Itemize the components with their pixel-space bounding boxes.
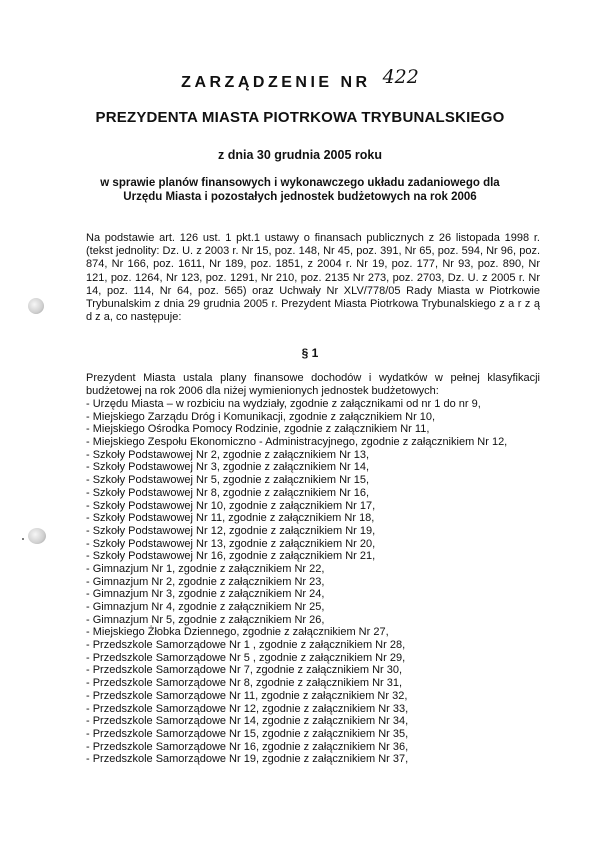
list-item: - Gimnazjum Nr 3, zgodnie z załącznikiem Nr 24, bbox=[86, 588, 325, 601]
section-text: Prezydent Miasta ustala plany finansowe dochodów i wydatków w pełnej klasyfikacji budżetowej na rok 2006 dla niżej wymienionych jednostek budżetowych: bbox=[86, 372, 540, 398]
list-item: - Przedszkole Samorządowe Nr 14, zgodnie z załącznikiem Nr 34, bbox=[86, 715, 409, 728]
issuer-heading: PREZYDENTA MIASTA PIOTRKOWA TRYBUNALSKIEGO bbox=[95, 109, 505, 126]
list-item: - Przedszkole Samorządowe Nr 1 , zgodnie z załącznikiem Nr 28, bbox=[86, 639, 406, 652]
subject-text: w sprawie planów finansowych i wykonawczego układu zadaniowego dla Urzędu Miasta i pozostałych jednostek budżetowych na rok 2006 bbox=[100, 177, 500, 203]
list-item: - Gimnazjum Nr 1, zgodnie z załącznikiem Nr 22, bbox=[86, 562, 325, 575]
list-item: - Gimnazjum Nr 4, zgodnie z załącznikiem Nr 25, bbox=[86, 601, 325, 613]
list-item: - Przedszkole Samorządowe Nr 11, zgodnie z załącznikiem Nr 32, bbox=[86, 689, 408, 702]
list-item: - Przedszkole Samorządowe Nr 15, zgodnie z załącznikiem Nr 35, bbox=[86, 727, 409, 740]
punch-hole bbox=[28, 298, 44, 314]
list-item: - Miejskiego Zespołu Ekonomiczno - Administracyjnego, zgodnie z załącznikiem Nr 12, bbox=[86, 436, 508, 449]
legal-basis-paragraph: Na podstawie art. 126 ust. 1 pkt.1 ustawy o finansach publicznych z 26 listopada 1998 r. (tekst jednolity: Dz. U. z 2003 r. Nr 15, poz. 148, Nr 45, poz. 391, Nr 65, poz. 594, Nr 96, poz. 874, Nr 166, poz. 1611, Nr 189, poz. 1851, z 2004 r. Nr 19, poz. 177, Nr 93, poz. 890, Nr 121, poz. 1264, Nr 123, poz. 1291, Nr 210, poz. 2135 Nr 273, poz. 2703, Dz. U. z 2005 r. Nr 14, poz. 114, Nr 64, poz. 565) oraz Uchwały Nr XLV/778/05 Rady Miasta w Piotrkowie Trybunalskim z dnia 29 grudnia 2005 r. Prezydent Miasta Piotrkowa Trybunalskiego z a r z ą d z a, co następuje: bbox=[86, 232, 540, 324]
list-item: - Szkoły Podstawowej Nr 3, zgodnie z załącznikiem Nr 14, bbox=[86, 461, 370, 474]
list-item: - Szkoły Podstawowej Nr 2, zgodnie z załącznikiem Nr 13, bbox=[86, 448, 370, 461]
list-item: - Szkoły Podstawowej Nr 16, zgodnie z załącznikiem Nr 21, bbox=[86, 550, 376, 563]
list-item: - Przedszkole Samorządowe Nr 16, zgodnie z załącznikiem Nr 36, bbox=[86, 740, 409, 753]
list-item: - Gimnazjum Nr 5, zgodnie z załącznikiem Nr 26, bbox=[86, 613, 325, 626]
list-item: - Przedszkole Samorządowe Nr 5 , zgodnie z załącznikiem Nr 29, bbox=[86, 651, 406, 664]
list-item: - Szkoły Podstawowej Nr 13, zgodnie z załącznikiem Nr 20, bbox=[86, 537, 376, 550]
list-item: - Przedszkole Samorządowe Nr 8, zgodnie z załącznikiem Nr 31, bbox=[86, 677, 403, 690]
list-item: - Przedszkole Samorządowe Nr 19, zgodnie z załącznikiem Nr 37, bbox=[86, 753, 409, 766]
list-item: - Gimnazjum Nr 2, zgodnie z załącznikiem Nr 23, bbox=[86, 575, 325, 588]
list-item: - Szkoły Podstawowej Nr 8, zgodnie z załącznikiem Nr 16, bbox=[86, 486, 370, 499]
list-item: - Szkoły Podstawowej Nr 11, zgodnie z załącznikiem Nr 18, bbox=[86, 512, 375, 525]
list-item: - Przedszkole Samorządowe Nr 7, zgodnie z załącznikiem Nr 30, bbox=[86, 664, 403, 677]
unit-list bbox=[86, 398, 546, 766]
list-item: - Szkoły Podstawowej Nr 10, zgodnie z załącznikiem Nr 17, bbox=[86, 499, 376, 512]
list-item: - Miejskiego Ośrodka Pomocy Rodzinie, zgodnie z załącznikiem Nr 11, bbox=[86, 423, 430, 436]
list-item: - Szkoły Podstawowej Nr 5, zgodnie z załącznikiem Nr 15, bbox=[86, 474, 370, 487]
list-item: - Miejskiego Żłobka Dziennego, zgodnie z załącznikiem Nr 27, bbox=[86, 626, 389, 639]
list-item: - Urzędu Miasta – w rozbiciu na wydziały, zgodnie z załącznikami od nr 1 do nr 9, bbox=[86, 398, 481, 410]
section-mark: § 1 bbox=[301, 346, 319, 360]
list-item: - Miejskiego Zarządu Dróg i Komunikacji, zgodnie z załącznikiem Nr 10, bbox=[86, 410, 436, 423]
punch-hole bbox=[28, 528, 46, 544]
title-prefix: ZARZĄDZENIE NR bbox=[181, 74, 371, 91]
list-item: - Szkoły Podstawowej Nr 12, zgodnie z załącznikiem Nr 19, bbox=[86, 524, 376, 537]
list-item: - Przedszkole Samorządowe Nr 12, zgodnie z załącznikiem Nr 33, bbox=[86, 702, 409, 715]
scan-speck bbox=[22, 538, 24, 540]
document-title bbox=[0, 66, 600, 92]
document-date: z dnia 30 grudnia 2005 roku bbox=[218, 148, 382, 162]
document-subject bbox=[0, 176, 600, 204]
handwritten-number: 422 bbox=[382, 66, 419, 88]
